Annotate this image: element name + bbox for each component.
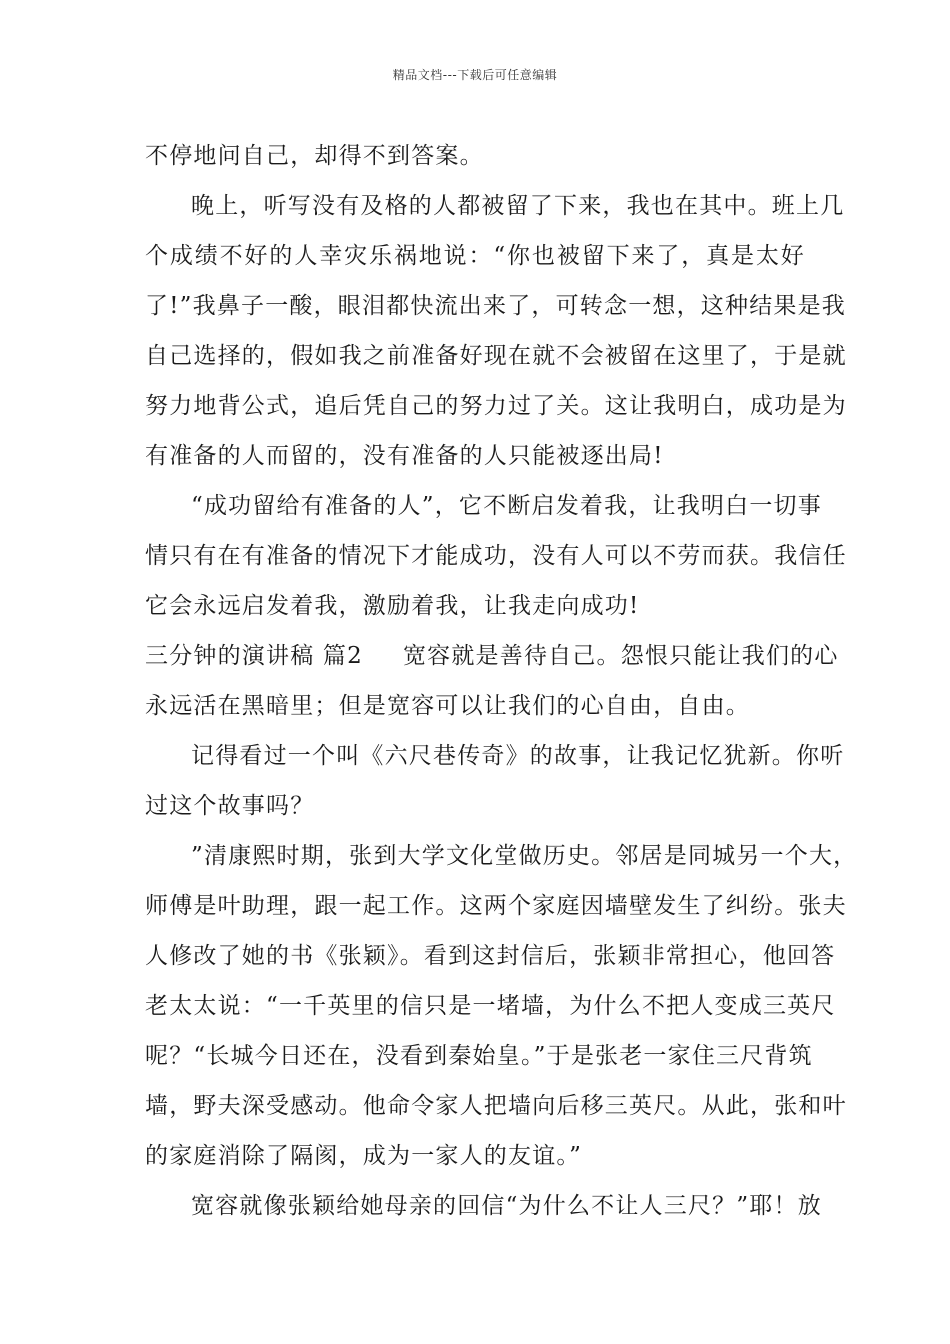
text-line: 努力地背公式，追后凭自己的努力过了关。这让我明白，成功是为 xyxy=(145,393,847,419)
text-line: 它会永远启发着我，激励着我，让我走向成功! xyxy=(145,593,640,619)
text-line: 老太太说：“一千英里的信只是一堵墙，为什么不把人变成三英尺 xyxy=(145,993,836,1019)
document-body xyxy=(145,131,858,1231)
text-line: 人修改了她的书《张颖》。看到这封信后，张颖非常担心，他回答 xyxy=(145,943,836,969)
text-line: 过这个故事吗？ xyxy=(145,793,315,819)
paragraph-first-line: ”清康熙时期，张到大学文化堂做历史。邻居是同城另一个大， xyxy=(191,843,858,869)
text-line: 师傅是叶助理，跟一起工作。这两个家庭因墙壁发生了纠纷。张夫 xyxy=(145,893,847,919)
text-line: 情只有在有准备的情况下才能成功，没有人可以不劳而获。我信任 xyxy=(145,543,847,569)
text-line: 的家庭消除了隔阂，成为一家人的友谊。” xyxy=(145,1143,583,1169)
paragraph-first-line: “成功留给有准备的人”，它不断启发着我，让我明白一切事 xyxy=(191,493,822,519)
text-line: 有准备的人而留的，没有准备的人只能被逐出局! xyxy=(145,443,664,469)
heading-line-text: 宽容就是善待自己。怨恨只能让我们的心 xyxy=(402,643,839,669)
text-line: 永远活在黑暗里；但是宽容可以让我们的心自由，自由。 xyxy=(145,693,750,719)
text-line: 墙，野夫深受感动。他命令家人把墙向后移三英尺。从此，张和叶 xyxy=(145,1093,847,1119)
section-heading-line xyxy=(145,631,839,681)
text-line: 自己选择的，假如我之前准备好现在就不会被留在这里了，于是就 xyxy=(145,343,847,369)
text-line: 呢？“长城今日还在，没看到秦始皇。”于是张老一家住三尺背筑 xyxy=(145,1043,813,1069)
paragraph-first-line: 晚上，听写没有及格的人都被留了下来，我也在其中。班上几 xyxy=(191,193,845,219)
text-line: 了!”我鼻子一酸，眼泪都快流出来了，可转念一想，这种结果是我 xyxy=(145,293,847,319)
text-line: 不停地问自己，却得不到答案。 xyxy=(145,143,484,169)
text-line: 个成绩不好的人幸灾乐祸地说：“你也被留下来了，真是太好 xyxy=(145,243,805,269)
section-heading: 三分钟的演讲稿 篇2 xyxy=(145,643,363,669)
paragraph-first-line: 宽容就像张颖给她母亲的回信“为什么不让人三尺？”耶！放 xyxy=(191,1193,822,1219)
paragraph-first-line: 记得看过一个叫《六尺巷传奇》的故事，让我记忆犹新。你听 xyxy=(191,743,845,769)
page-header: 精品文档---下载后可任意编辑 xyxy=(392,68,558,82)
